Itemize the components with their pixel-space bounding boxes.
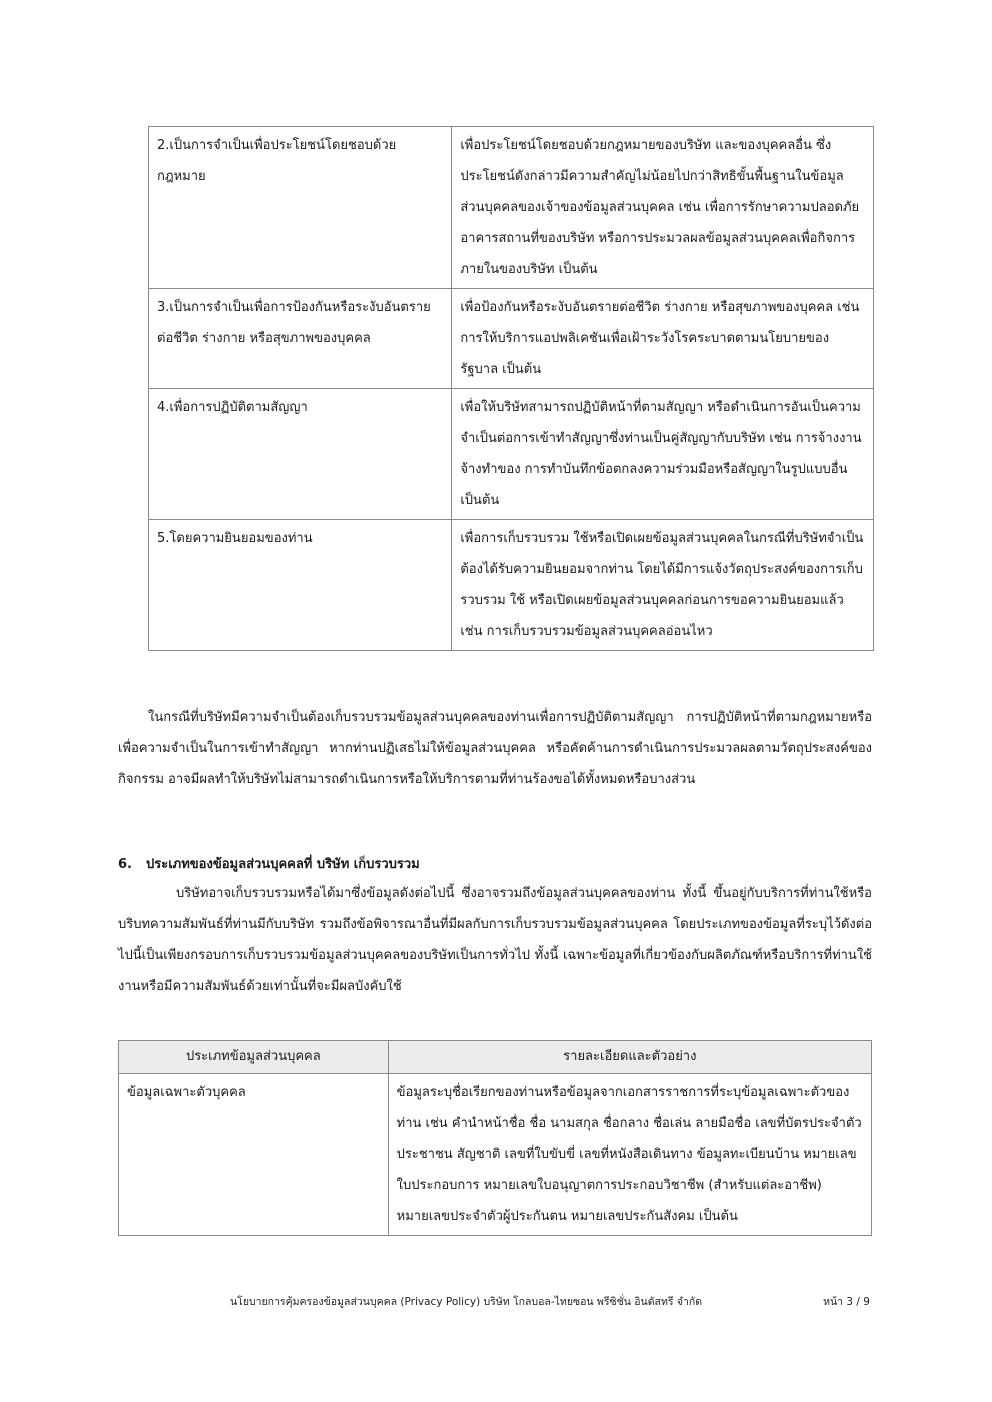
section-heading — [118, 854, 872, 876]
detail-cell: ข้อมูลระบุชื่อเรียกของท่านหรือข้อมูลจากเอกสารราชการที่ระบุข้อมูลเฉพาะตัวของท่าน เช่น คำนำหน้าชื่อ ชื่อ นามสกุล ชื่อกลาง ชื่อเล่น ลายมือชื่อ เลขที่บัตรประจำตัวประชาชน สัญชาติ เลขที่ใบขับขี่ เลขที่หนังสือเดินทาง ข้อมูลทะเบียนบ้าน หมายเลขใบประกอบการ หมายเลขใบอนุญาตการประกอบวิชาชีพ (สำหรับแต่ละอาชีพ) หมายเลขประจำตัวผู้ประกันตน หมายเลขประกันสังคม เป็นต้น — [388, 1074, 871, 1236]
footer-text: นโยบายการคุ้มครองข้อมูลส่วนบุคคล (Privacy Policy) บริษัท โกลบอล-ไทยซอน พรีซิชั่น อินดัสทรี จำกัด — [230, 1296, 703, 1308]
basis-cell: 2.เป็นการจำเป็นเพื่อประโยชน์โดยชอบด้วยกฎหมาย — [149, 127, 452, 289]
table-row — [119, 1074, 872, 1236]
data-types-table — [118, 1040, 872, 1236]
table-header-row — [119, 1041, 872, 1074]
page-number: หน้า 3 / 9 — [823, 1296, 870, 1308]
refusal-paragraph: ในกรณีที่บริษัทมีความจำเป็นต้องเก็บรวบรวมข้อมูลส่วนบุคคลของท่านเพื่อการปฏิบัติตามสัญญา การปฏิบัติหน้าที่ตามกฎหมายหรือเพื่อความจำเป็นในการเข้าทำสัญญา หากท่านปฏิเสธไม่ให้ข้อมูลส่วนบุคคล หรือคัดค้านการดำเนินการประมวลผลตามวัตถุประสงค์ของกิจกรรม อาจมีผลทำให้บริษัทไม่สามารถดำเนินการหรือให้บริการตามที่ท่านร้องขอได้ทั้งหมดหรือบางส่วน — [118, 710, 872, 787]
section-number: 6. — [118, 857, 132, 872]
column-header-detail: รายละเอียดและตัวอย่าง — [388, 1041, 871, 1074]
section-body-paragraph: บริษัทอาจเก็บรวบรวมหรือได้มาซึ่งข้อมูลดังต่อไปนี้ ซึ่งอาจรวมถึงข้อมูลส่วนบุคคลของท่าน ทั้งนี้ ขึ้นอยู่กับบริการที่ท่านใช้หรือบริบทความสัมพันธ์ที่ท่านมีกับบริษัท รวมถึงข้อพิจารณาอื่นที่มีผลกับการเก็บรวบรวมข้อมูลส่วนบุคคล โดยประเภทของข้อมูลที่ระบุไว้ดังต่อไปนี้เป็นเพียงกรอบการเก็บรวบรวมข้อมูลส่วนบุคคลของบริษัทเป็นการทั่วไป ทั้งนี้ เฉพาะข้อมูลที่เกี่ยวข้องกับผลิตภัณฑ์หรือบริการที่ท่านใช้งานหรือมีความสัมพันธ์ด้วยเท่านั้นที่จะมีผลบังคับใช้ — [118, 886, 872, 994]
column-header-type: ประเภทข้อมูลส่วนบุคคล — [119, 1041, 389, 1074]
table-row — [149, 389, 874, 520]
legal-basis-table — [148, 126, 874, 651]
basis-cell: 5.โดยความยินยอมของท่าน — [149, 520, 452, 651]
table-row — [149, 127, 874, 289]
table-row — [149, 520, 874, 651]
detail-cell: เพื่อประโยชน์โดยชอบด้วยกฎหมายของบริษัท และของบุคคลอื่น ซึ่งประโยชน์ดังกล่าวมีความสำคัญไม่น้อยไปกว่าสิทธิขั้นพื้นฐานในข้อมูลส่วนบุคคลของเจ้าของข้อมูลส่วนบุคคล เช่น เพื่อการรักษาความปลอดภัยอาคารสถานที่ของบริษัท หรือการประมวลผลข้อมูลส่วนบุคคลเพื่อกิจการภายในของบริษัท เป็นต้น — [452, 127, 874, 289]
detail-cell: เพื่อการเก็บรวบรวม ใช้หรือเปิดเผยข้อมูลส่วนบุคคลในกรณีที่บริษัทจำเป็นต้องได้รับความยินยอมจากท่าน โดยได้มีการแจ้งวัตถุประสงค์ของการเก็บรวบรวม ใช้ หรือเปิดเผยข้อมูลส่วนบุคคลก่อนการขอความยินยอมแล้ว เช่น การเก็บรวบรวมข้อมูลส่วนบุคคลอ่อนไหว — [452, 520, 874, 651]
detail-cell: เพื่อให้บริษัทสามารถปฏิบัติหน้าที่ตามสัญญา หรือดำเนินการอันเป็นความจำเป็นต่อการเข้าทำสัญญาซึ่งท่านเป็นคู่สัญญากับบริษัท เช่น การจ้างงาน จ้างทำของ การทำบันทึกข้อตกลงความร่วมมือหรือสัญญาในรูปแบบอื่น เป็นต้น — [452, 389, 874, 520]
table-row — [149, 289, 874, 389]
section-title: ประเภทของข้อมูลส่วนบุคคลที่ บริษัท เก็บรวบรวม — [146, 857, 420, 872]
basis-cell: 4.เพื่อการปฏิบัติตามสัญญา — [149, 389, 452, 520]
detail-cell: เพื่อป้องกันหรือระงับอันตรายต่อชีวิต ร่างกาย หรือสุขภาพของบุคคล เช่น การให้บริการแอปพลิเคชันเพื่อเฝ้าระวังโรคระบาดตามนโยบายของรัฐบาล เป็นต้น — [452, 289, 874, 389]
type-cell: ข้อมูลเฉพาะตัวบุคคล — [119, 1074, 389, 1236]
basis-cell: 3.เป็นการจำเป็นเพื่อการป้องกันหรือระงับอันตรายต่อชีวิต ร่างกาย หรือสุขภาพของบุคคล — [149, 289, 452, 389]
